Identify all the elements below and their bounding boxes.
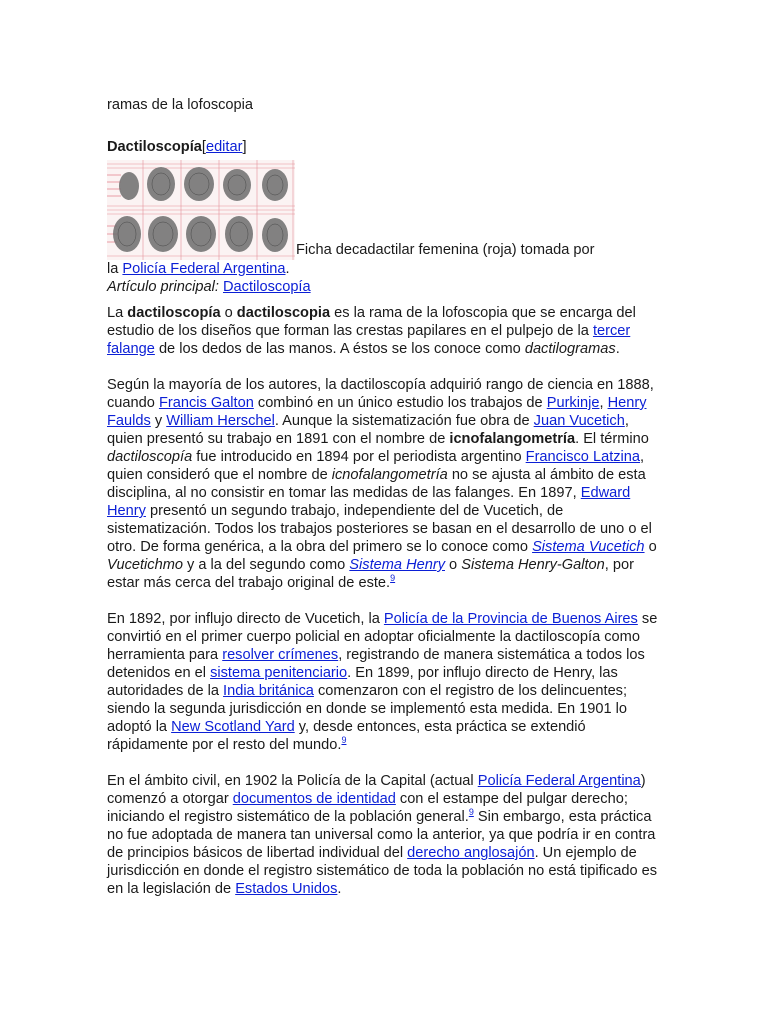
figure bbox=[107, 160, 662, 260]
paragraph-1: La dactiloscopía o dactiloscopia es la rama de la lofoscopia que se encarga del estudio de los diseños que forman las crestas papilares en el pulpejo de la tercer falange de los dedos de las manos. A éstos se los conoce como dactilogramas. bbox=[107, 305, 636, 357]
link-tercer-falange[interactable]: tercer falange bbox=[107, 323, 631, 357]
main-article-link[interactable]: Dactiloscopía bbox=[223, 279, 311, 295]
main-article-label: Artículo principal: bbox=[107, 279, 219, 295]
link-estados-unidos[interactable]: Estados Unidos bbox=[235, 881, 338, 897]
caption-link-pfa[interactable]: Policía Federal Argentina bbox=[122, 261, 286, 277]
link-purkinje[interactable]: Purkinje bbox=[546, 395, 600, 411]
edit-bracket-close: ] bbox=[242, 139, 247, 155]
link-juan-vucetich[interactable]: Juan Vucetich bbox=[533, 413, 625, 429]
top-heading: ramas de la lofoscopia bbox=[107, 97, 254, 113]
link-henry-faulds[interactable]: Henry Faulds bbox=[107, 395, 647, 429]
ref-9[interactable]: 9 bbox=[390, 573, 396, 584]
link-resolver-crimenes[interactable]: resolver crímenes bbox=[222, 647, 339, 663]
link-sistema-vucetich[interactable]: Sistema Vucetich bbox=[532, 539, 645, 555]
edit-bracket-open: [ bbox=[201, 139, 206, 155]
link-policia-provincia-ba[interactable]: Policía de la Provincia de Buenos Aires bbox=[383, 611, 638, 627]
link-india-britanica[interactable]: India británica bbox=[223, 683, 314, 699]
document-page bbox=[107, 96, 662, 916]
link-edward-henry[interactable]: Edward Henry bbox=[107, 485, 631, 519]
paragraph-4: En el ámbito civil, en 1902 la Policía de la Capital (actual Policía Federal Argentina) comenzó a otorgar documentos de identidad con el estampe del pulgar derecho; iniciando el registro sistemático de la población general.$^9$ Sin embargo, esta práctica no fue adoptada de manera tan universal como la anterior, ya que podría ir en contra de principios básicos de libertad individual del derecho anglosajón. Un ejemplo de jurisdicción en donde el registro sistemático de toda la población no está tipificado es en la legislación de Estados Unidos. bbox=[107, 773, 658, 897]
section-heading bbox=[107, 138, 662, 156]
figure-caption: Ficha decadactilar femenina (roja) tomada por bbox=[296, 242, 595, 258]
ref-9[interactable]: 9 bbox=[468, 807, 474, 818]
link-derecho-anglosajon[interactable]: derecho anglosajón bbox=[407, 845, 535, 861]
edit-link[interactable]: editar bbox=[205, 139, 243, 155]
link-francisco-latzina[interactable]: Francisco Latzina bbox=[525, 449, 641, 465]
link-francis-galton[interactable]: Francis Galton bbox=[158, 395, 254, 411]
link-sistema-penitenciario[interactable]: sistema penitenciario bbox=[210, 665, 348, 681]
link-sistema-henry[interactable]: Sistema Henry bbox=[349, 557, 445, 573]
link-policia-federal-argentina[interactable]: Policía Federal Argentina bbox=[477, 773, 641, 789]
link-william-herschel[interactable]: William Herschel bbox=[166, 413, 275, 429]
paragraph-2: Según la mayoría de los autores, la dactiloscopía adquirió rango de ciencia en 1888, cuando Francis Galton combinó en un único estudio los trabajos de Purkinje, Henry Faulds y William Herschel. Aunque la sistematización fue obra de Juan Vucetich, quien presentó su trabajo en 1891 con el nombre de icnofalangometría. El término dactiloscopía fue introducido en 1894 por el periodista argentino Francisco Latzina, quien consideró que el nombre de icnofalangometría no se ajusta al ámbito de esta disciplina, al no consistir en tomar las medidas de las falanges. En 1897, Edward Henry presentó un segundo trabajo, independiente del de Vucetich, de sistematización. Todos los trabajos posteriores se basan en el desarrollo de uno o el otro. De forma genérica, a la obra del primero se lo conoce como Sistema Vucetich o Vucetichmo y a la del segundo como Sistema Henry o Sistema Henry-Galton, por estar más cerca del trabajo original de este.$^9$ bbox=[107, 377, 657, 591]
paragraph-3: En 1892, por influjo directo de Vucetich, la Policía de la Provincia de Buenos Aires se convirtió en el primer cuerpo policial en adoptar oficialmente la dactiloscopía como herramienta para resolver crímenes, registrando de manera sistemática a todos los detenidos en el sistema penitenciario. En 1899, por influjo directo de Henry, las autoridades de la India británica comenzaron con el registro de los delincuentes; siendo la segunda jurisdicción en donde se implementó esta medida. En 1901 lo adoptó la New Scotland Yard y, desde entonces, esta práctica se extendió rápidamente por el resto del mundo.$^9$ bbox=[107, 611, 658, 753]
link-documentos-identidad[interactable]: documentos de identidad bbox=[232, 791, 396, 807]
section-title: Dactiloscopía bbox=[107, 139, 202, 155]
fingerprint-card-icon bbox=[107, 160, 295, 260]
ref-9[interactable]: 9 bbox=[341, 735, 347, 746]
figure-caption-cont: la Policía Federal Argentina. bbox=[107, 261, 290, 277]
main-article-note bbox=[107, 278, 662, 296]
link-new-scotland-yard[interactable]: New Scotland Yard bbox=[171, 719, 295, 735]
